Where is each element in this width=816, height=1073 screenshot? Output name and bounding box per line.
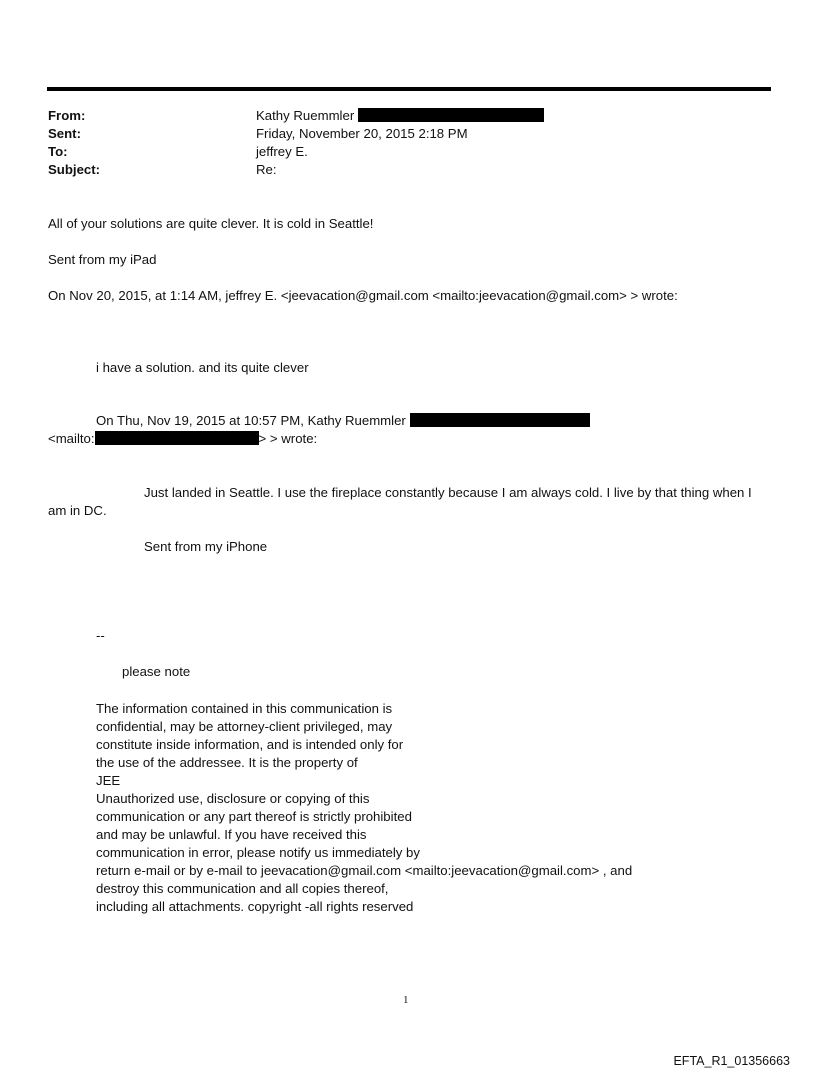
to-label: To: xyxy=(48,144,68,159)
quote-line-3b: am in DC. xyxy=(48,503,107,518)
disclaimer-line: JEE xyxy=(96,773,121,788)
sent-label: Sent: xyxy=(48,126,81,141)
quote-line-4: Sent from my iPhone xyxy=(144,539,268,554)
redaction-box xyxy=(95,431,259,445)
mailto-prefix: <mailto: xyxy=(48,431,95,446)
please-note: please note xyxy=(122,664,191,679)
from-value xyxy=(256,107,544,125)
header-rule xyxy=(47,87,771,91)
disclaimer-line: return e-mail or by e-mail to jeevacation@gmail.com <mailto:jeevacation@gmail.com> , and xyxy=(96,863,633,878)
disclaimer-line: constitute inside information, and is intended only for xyxy=(96,737,404,752)
to-value: jeffrey E. xyxy=(256,144,308,159)
quote-line-3a: Just landed in Seattle. I use the fireplace constantly because I am always cold. I live by that thing when I xyxy=(144,485,752,500)
disclaimer-line: communication or any part thereof is strictly prohibited xyxy=(96,809,412,824)
mailto-suffix: > > wrote: xyxy=(258,431,318,446)
body-line-1: All of your solutions are quite clever. It is cold in Seattle! xyxy=(48,216,374,231)
subject-label: Subject: xyxy=(48,162,101,177)
disclaimer-line: confidential, may be attorney-client privileged, may xyxy=(96,719,393,734)
disclaimer-block xyxy=(96,700,632,916)
redaction-box xyxy=(410,413,590,427)
sent-value: Friday, November 20, 2015 2:18 PM xyxy=(256,126,468,141)
disclaimer-line: The information contained in this communication is xyxy=(96,701,393,716)
disclaimer-line: and may be unlawful. If you have received this xyxy=(96,827,367,842)
redaction-box xyxy=(358,108,544,122)
quote-line-2b xyxy=(48,430,317,448)
signature-dash: -- xyxy=(96,628,105,643)
subject-value: Re: xyxy=(256,162,277,177)
disclaimer-line: Unauthorized use, disclosure or copying of this xyxy=(96,791,370,806)
page-number: 1 xyxy=(403,994,409,1006)
quote-attribution: On Thu, Nov 19, 2015 at 10:57 PM, Kathy Ruemmler xyxy=(96,413,406,428)
disclaimer-line: including all attachments. copyright -all rights reserved xyxy=(96,899,414,914)
disclaimer-line: the use of the addressee. It is the property of xyxy=(96,755,358,770)
document-id: EFTA_R1_01356663 xyxy=(673,1054,790,1068)
disclaimer-line: destroy this communication and all copies thereof, xyxy=(96,881,389,896)
from-label: From: xyxy=(48,108,86,123)
quote-line-2a xyxy=(96,412,590,430)
from-name: Kathy Ruemmler xyxy=(256,108,355,123)
body-line-2: Sent from my iPad xyxy=(48,252,157,267)
body-line-3: On Nov 20, 2015, at 1:14 AM, jeffrey E. <jeevacation@gmail.com <mailto:jeevacation@gmail.com> > wrote: xyxy=(48,288,678,303)
disclaimer-line: communication in error, please notify us immediately by xyxy=(96,845,420,860)
quote-line-1: i have a solution. and its quite clever xyxy=(96,360,309,375)
